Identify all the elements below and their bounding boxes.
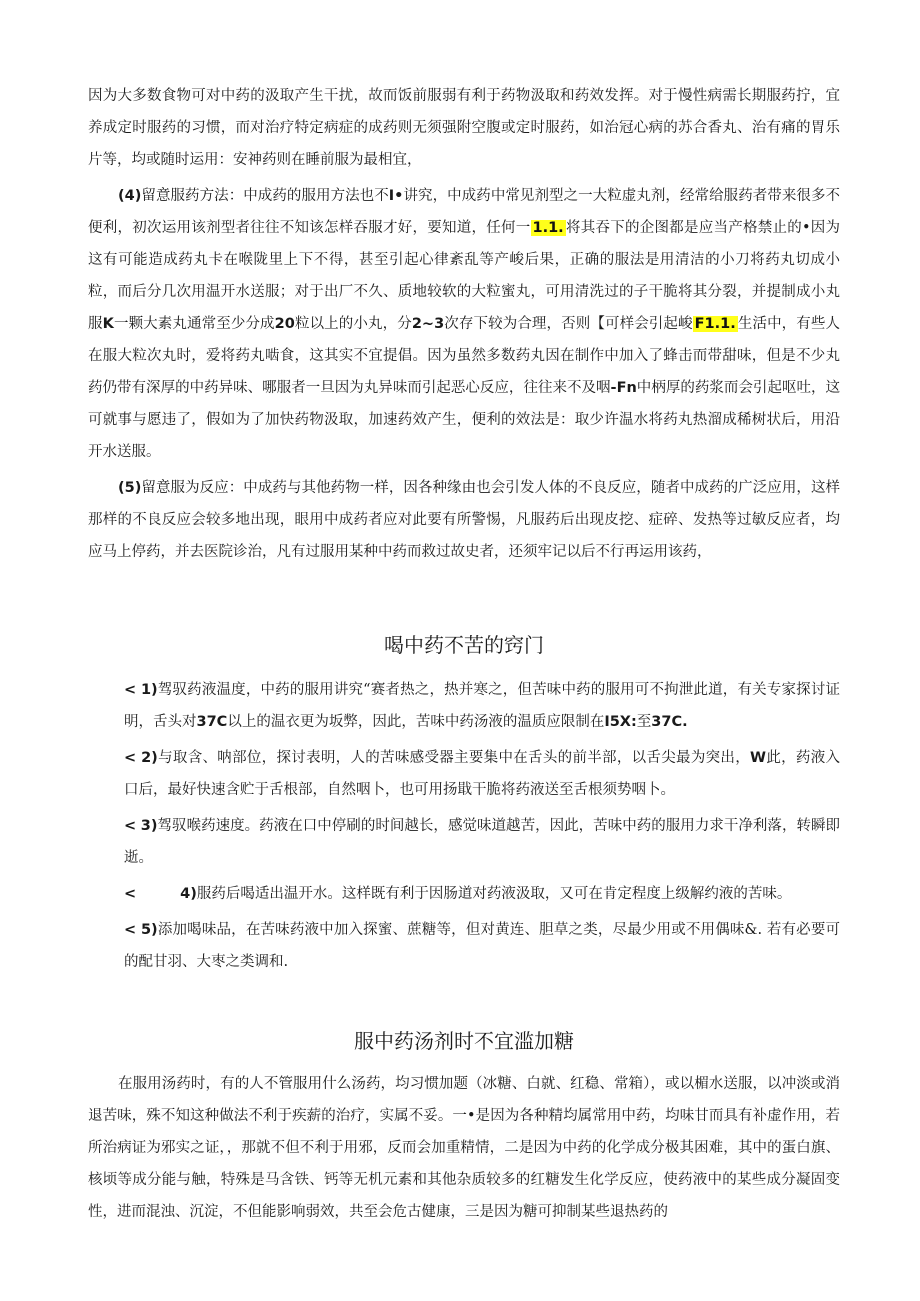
paragraph-text: 生活中，有些人在服大粒次丸时，爱将药丸啮食，这其实不宜提倡。因为虽然多数药丸因在制作中加入了蜂击而带甜味，但是不少丸药仍带有深厚的中药异味、哪服者一旦因为丸异味而引起恶心反应，往往来不及咽 bbox=[88, 316, 841, 396]
paragraph-method-4 bbox=[88, 180, 840, 468]
section-heading-bitter: 喝中药不苦的窍门 bbox=[384, 633, 544, 657]
item-number: (5) bbox=[118, 480, 142, 496]
list-marker: < bbox=[124, 682, 137, 698]
item-text: 驾驭药液温度，中药的服用讲究“赛者热之，热并寒之，但苦味中药的服用可不拘泄此道，有关专家探讨证明，舌头对 bbox=[124, 682, 840, 730]
item-text: 添加喝味品，在苦味药液中加入探蜜、蔗糖等，但对黄连、胆草之类，尽最少用或不用偶味&. 若有必要可的配甘羽、大枣之类调和. bbox=[124, 922, 841, 970]
item-number: 4) bbox=[180, 886, 197, 902]
list-marker: < bbox=[124, 886, 137, 902]
bold-fragment: 37C. bbox=[651, 714, 688, 730]
bold-fragment: 2~3 bbox=[411, 316, 445, 332]
paragraph-text: 留意服药方法：中成药的服用方法也不 bbox=[141, 188, 389, 204]
highlight-mark: 1.1. bbox=[532, 220, 564, 236]
item-text: 与取含、呐部位，探讨表明，人的苦味感受器主要集中在舌头的前半部，以舌尖最为突出， bbox=[157, 750, 751, 766]
bold-fragment: I5X: bbox=[604, 714, 637, 730]
paragraph-text: 留意服为反应：中成药与其他药物一样，因各种缘由也会引发人体的不良反应，随者中成药的广泛应用，这样那样的不良反应会较多地出现，眼用中成药者应对此要有所警惕，凡服药后出现皮挖、症碎、发热等过敏反应者，均应马上停药，并去医院诊治，凡有过服用某种中药而救过故史者，还须牢记以后不行再运用该药， bbox=[88, 480, 840, 560]
item-text: 至 bbox=[636, 714, 652, 730]
bold-fragment: W bbox=[750, 750, 767, 766]
highlight-mark: F1.1. bbox=[694, 316, 736, 332]
paragraph-text: 粒以上的小丸，分 bbox=[294, 316, 412, 332]
paragraph-text: 将其吞下的企图都是应当产格禁止的•因为这有可能造成药丸卡在喉陇里上下不得，甚至引起心律紊乱等产峻后果，正确的服法是用清洁的小刀将药丸切成小粒，而后分几次用温开水送服；对于出厂不久、质地较软的大粒蜜丸，可用清洗过的子干脆将其分裂，并提制成小丸服 bbox=[88, 220, 840, 332]
paragraph-reaction-5 bbox=[88, 472, 840, 568]
bold-fragment: K bbox=[102, 316, 114, 332]
list-item bbox=[124, 742, 840, 806]
list-item bbox=[124, 878, 840, 910]
paragraph-sugar: 在服用汤药时，有的人不管服用什么汤药，均习惯加题（冰糖、白就、红稳、常箱），或以楣水送服，以冲淡或消退苦味，殊不知这种做法不利于疾薪的治疗，实属不妥。一•是因为各种精均属常用中药，均味甘而具有补虚作用，若所治病证为邪实之证，，那就不但不利于用邪，反而会加重精情，二是因为中药的化学成分极其困难，其中的蛋白旗、核顷等成分能与触，特殊是马含铁、钙等无机元素和其他杂质较多的红糖发生化学反应，使药液中的某些成分凝固变性，进而混浊、沉淀，不但能影响弱效，共至会危古健康，三是因为糖可抑制某些退热药的 bbox=[88, 1076, 840, 1220]
bold-fragment: 37C bbox=[196, 714, 228, 730]
list-marker: < bbox=[124, 750, 137, 766]
item-number: (4) bbox=[118, 188, 142, 204]
item-number: 1) bbox=[140, 682, 158, 698]
item-text: 服药后喝适出温开水。这样既有利于因肠道对药液汲取，又可在肯定程度上级解约液的苦味。 bbox=[196, 886, 792, 902]
item-number: 2) bbox=[141, 750, 158, 766]
item-number: 5) bbox=[140, 922, 158, 938]
paragraph-text: 中柄厚的药浆而会引起呕吐，这可就事与愿违了，假如为了加快药物汲取，加速药效产生，便利的效法是：取少许温水将药丸热溜成稀树状后，用沿开水送服。 bbox=[88, 380, 841, 460]
item-text: 此，药液入口后，最好快速含贮于舌根部，自然咽卜，也可用扬戢干脆将药液送至舌根须势咽卜。 bbox=[124, 750, 841, 798]
item-text: 驾驭喉药速度。药液在口中停刷的时间越长，感觉味道越苦，因此，苦味中药的服用力求干净利落，转瞬即逝。 bbox=[124, 818, 841, 866]
bold-fragment: 20 bbox=[274, 316, 295, 332]
list-item bbox=[124, 810, 840, 874]
item-text: 以上的温衣更为坂弊，因此，苦味中药汤液的温质应限制在 bbox=[227, 714, 605, 730]
paragraph-text: 次存下较为合理，否则【可样会引起峻 bbox=[444, 316, 693, 332]
item-number: 3) bbox=[140, 818, 158, 834]
list-marker: < bbox=[124, 922, 137, 938]
paragraph-text: 一颗大素丸通常至少分成 bbox=[113, 316, 275, 332]
section-heading-sugar: 服中药汤剂时不宜滥加糖 bbox=[354, 1029, 574, 1053]
paragraph-text: 讲究，中成药中常见剂型之一大粒虚丸剂，经常给服药者带来很多不便利，初次运用该剂型者往往不知该怎样吞服才好，要知道，任何一 bbox=[88, 188, 841, 236]
document-page bbox=[88, 80, 840, 1228]
paragraph-intro: 因为大多数食物可对中药的汲取产生干扰，故而饭前服弱有利于药物汲取和药效发挥。对于慢性病需长期服药拧，宜养成定时服药的习惯，而对治疗特定病症的成药则无须强附空腹或定时服药，如治冠心病的苏合香丸、治有痛的胃乐片等，均或随时运用：安神药则在睡前服为最相宜， bbox=[88, 88, 840, 168]
list-item bbox=[124, 914, 840, 978]
list-marker: < bbox=[124, 818, 137, 834]
bold-fragment: -Fn bbox=[610, 380, 637, 396]
bold-fragment: I• bbox=[388, 188, 404, 204]
list-item bbox=[124, 674, 840, 738]
